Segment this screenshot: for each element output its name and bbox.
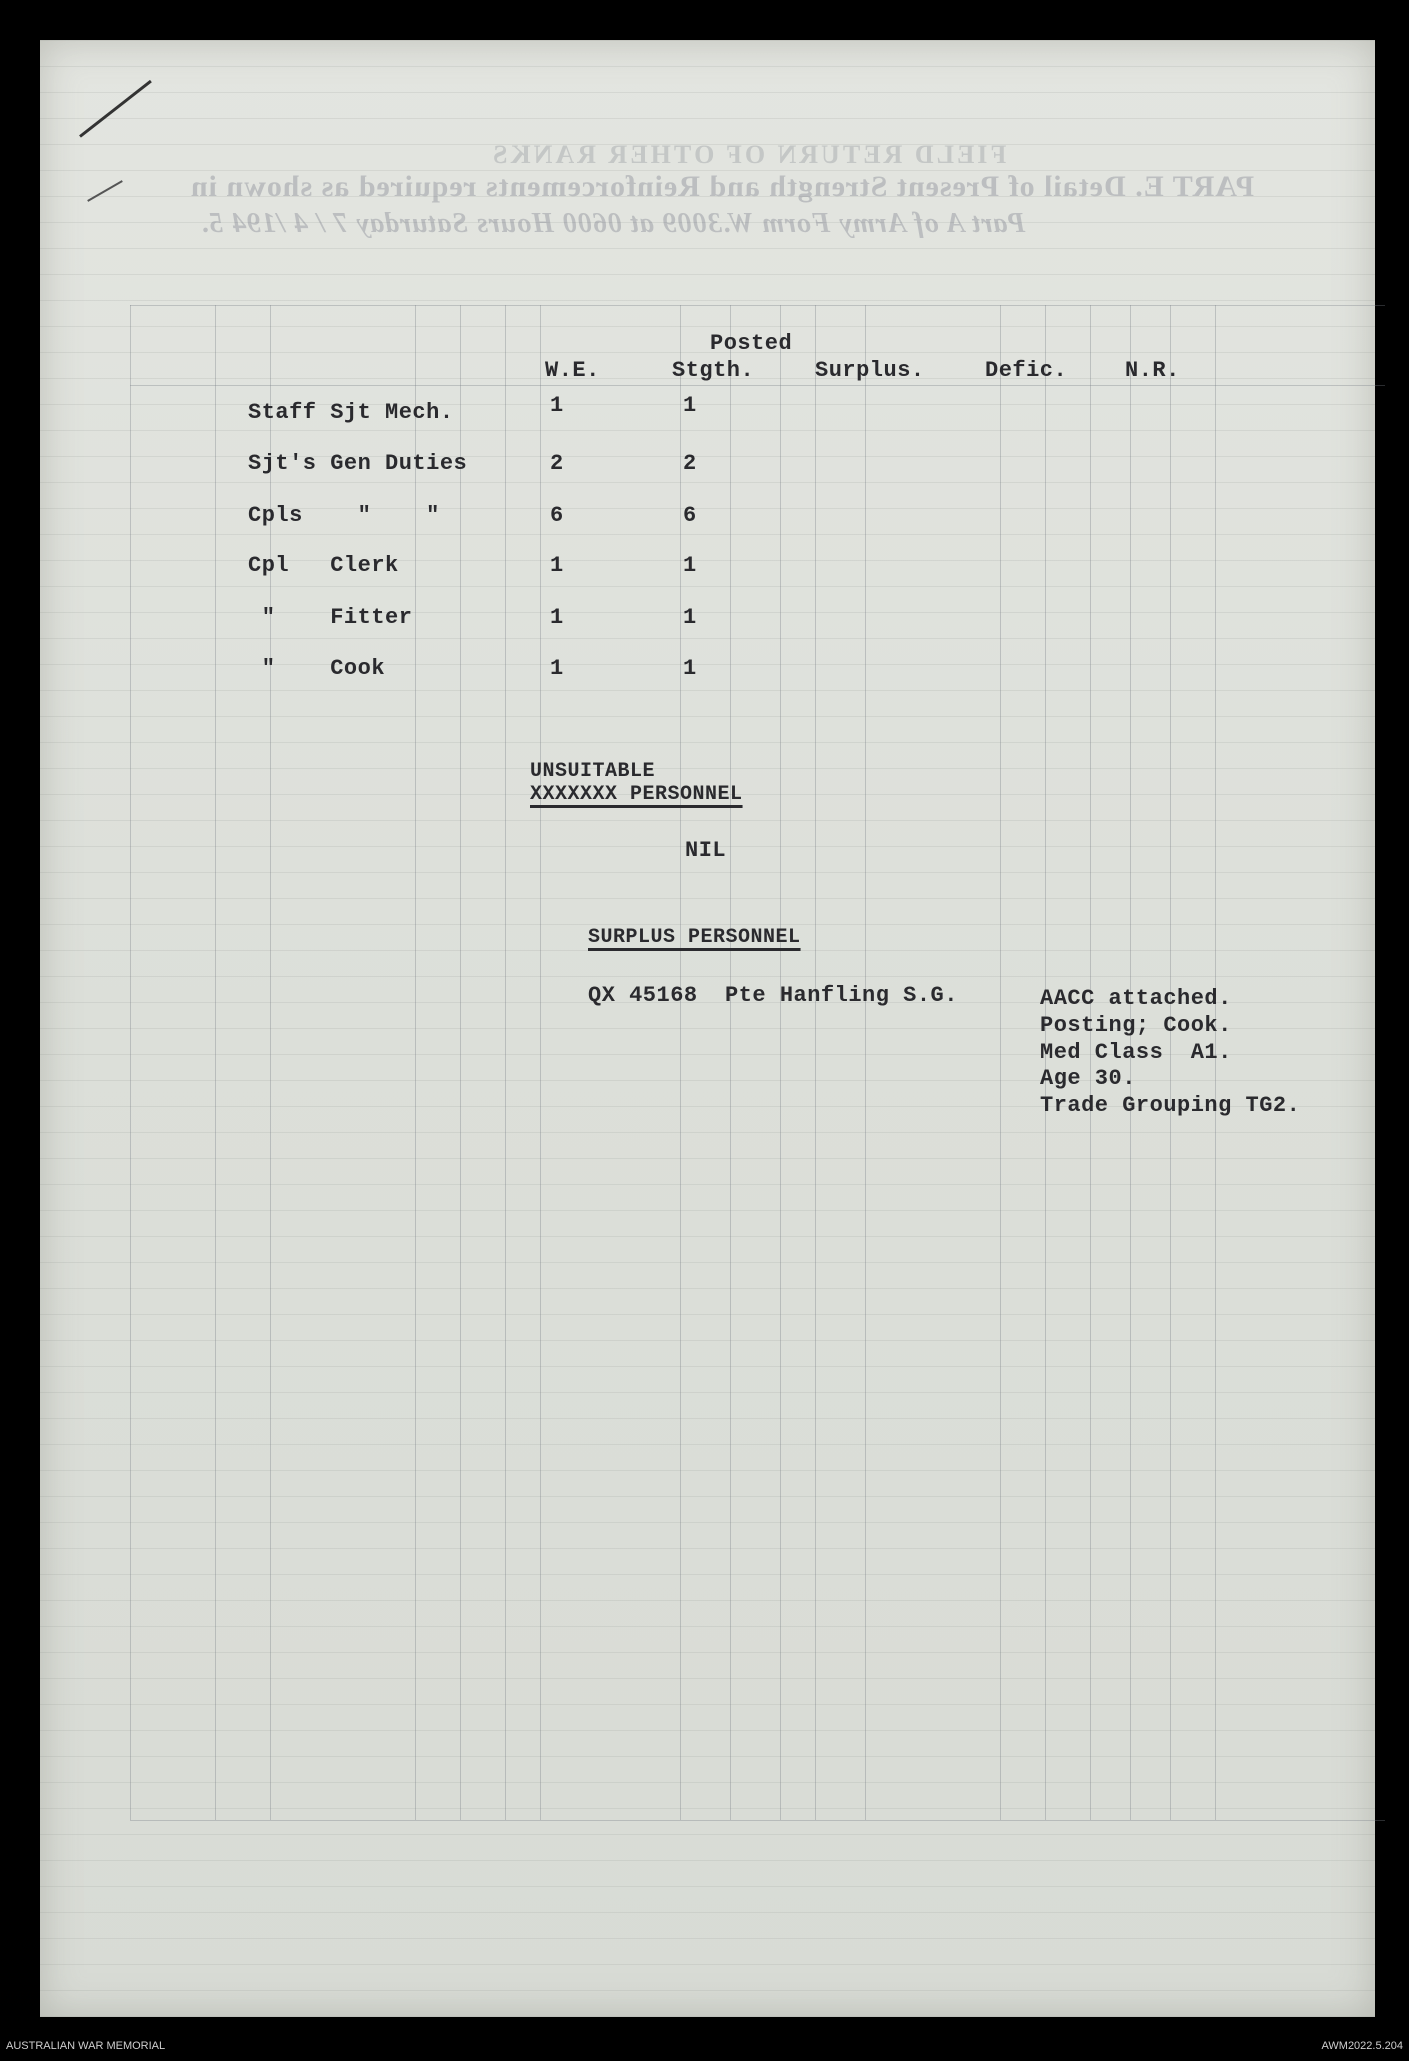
surplus-entry: QX 45168 Pte Hanfling S.G. bbox=[588, 983, 958, 1008]
pencil-mark bbox=[79, 80, 152, 138]
footer-credit: AUSTRALIAN WAR MEMORIAL bbox=[6, 2040, 166, 2052]
form-rule bbox=[1000, 305, 1001, 1820]
row-posted: 6 bbox=[683, 503, 697, 528]
footer-accession: AWM2022.5.204 bbox=[1321, 2040, 1403, 2052]
row-trade: Staff Sjt Mech. bbox=[248, 400, 454, 425]
row-trade: " Fitter bbox=[248, 605, 413, 630]
row-posted: 1 bbox=[683, 656, 697, 681]
form-rule bbox=[130, 385, 1385, 386]
form-rule bbox=[815, 305, 816, 1820]
header-nr: N.R. bbox=[1125, 358, 1180, 383]
header-posted: Posted bbox=[710, 331, 793, 356]
surplus-note: Trade Grouping TG2. bbox=[1040, 1093, 1301, 1118]
unsuitable-personnel-heading: XXXXXXX PERSONNEL bbox=[530, 783, 743, 806]
row-we: 2 bbox=[550, 451, 564, 476]
surplus-note: Med Class A1. bbox=[1040, 1040, 1232, 1065]
form-subheading-ghost: Part A of Army Form W.3009 at 0600 Hours Saturday 7 / 4 /194 5. bbox=[200, 208, 1026, 239]
document-page bbox=[40, 40, 1375, 2017]
form-rule bbox=[865, 305, 866, 1820]
surplus-personnel-heading: SURPLUS PERSONNEL bbox=[588, 926, 801, 949]
form-title-ghost: FIELD RETURN OF OTHER RANKS bbox=[490, 140, 1007, 169]
row-posted: 1 bbox=[683, 553, 697, 578]
header-stgth: Stgth. bbox=[672, 358, 755, 383]
header-surplus: Surplus. bbox=[815, 358, 925, 383]
row-we: 1 bbox=[550, 656, 564, 681]
row-posted: 1 bbox=[683, 605, 697, 630]
form-rule bbox=[460, 305, 461, 1820]
form-rule bbox=[270, 305, 271, 1820]
row-we: 6 bbox=[550, 503, 564, 528]
nil-text: NIL bbox=[685, 838, 727, 863]
pencil-mark bbox=[87, 180, 123, 202]
row-posted: 2 bbox=[683, 451, 697, 476]
row-posted: 1 bbox=[683, 393, 697, 418]
form-rule bbox=[780, 305, 781, 1820]
row-trade: " Cook bbox=[248, 656, 386, 681]
unsuitable-label: UNSUITABLE bbox=[530, 760, 656, 783]
form-rule bbox=[130, 305, 131, 1820]
row-trade: Cpls " " bbox=[248, 503, 440, 528]
row-we: 1 bbox=[550, 553, 564, 578]
row-we: 1 bbox=[550, 605, 564, 630]
form-rule bbox=[130, 305, 1385, 306]
row-we: 1 bbox=[550, 393, 564, 418]
form-rule bbox=[505, 305, 506, 1820]
form-rule bbox=[540, 305, 541, 1820]
form-rule bbox=[130, 1820, 1385, 1821]
row-trade: Cpl Clerk bbox=[248, 553, 399, 578]
surplus-note: Age 30. bbox=[1040, 1066, 1136, 1091]
row-trade: Sjt's Gen Duties bbox=[248, 451, 468, 476]
surplus-note: AACC attached. bbox=[1040, 986, 1232, 1011]
header-we: W.E. bbox=[545, 358, 600, 383]
form-heading-ghost: PART E. Detail of Present Strength and Reinforcements required as shown in bbox=[190, 170, 1255, 203]
form-rule bbox=[215, 305, 216, 1820]
form-rule bbox=[415, 305, 416, 1820]
header-defic: Defic. bbox=[985, 358, 1068, 383]
form-rule bbox=[680, 305, 681, 1820]
surplus-note: Posting; Cook. bbox=[1040, 1013, 1232, 1038]
form-rule bbox=[730, 305, 731, 1820]
